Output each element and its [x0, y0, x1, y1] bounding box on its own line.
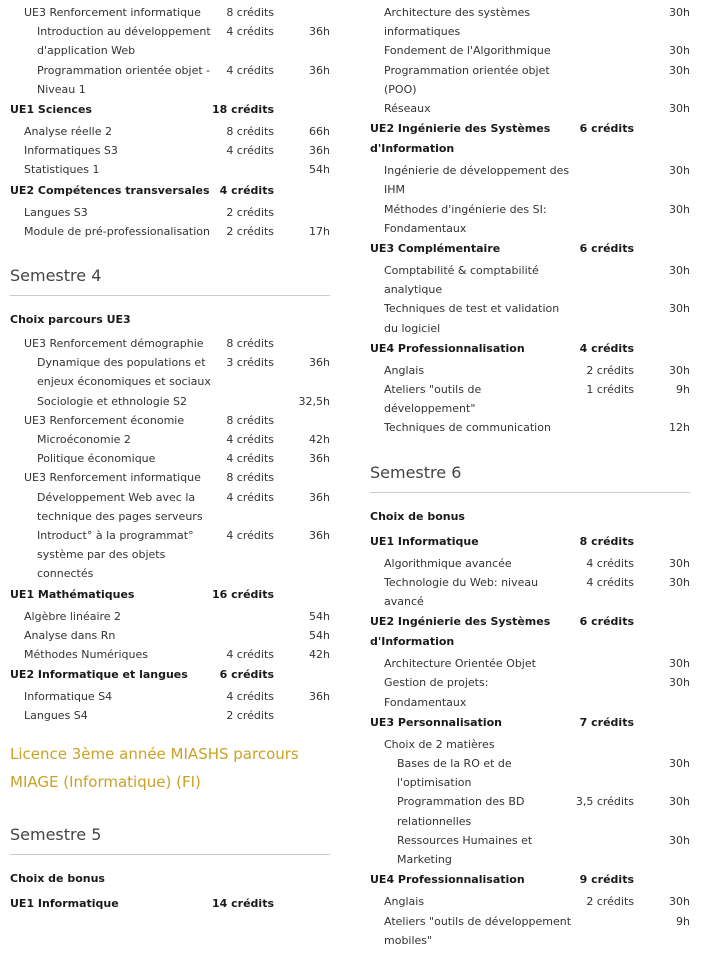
row-hours: 9h	[676, 914, 690, 928]
row-label: Technologie du Web: niveau avancé	[384, 575, 539, 609]
ue-row	[10, 893, 330, 916]
row-label: Langues S4	[24, 709, 88, 723]
course-row	[370, 361, 690, 380]
row-label: Méthodes Numériques	[24, 648, 148, 662]
row-credits: 8 crédits	[226, 413, 274, 427]
row-label: UE2 Compétences transversales	[10, 183, 210, 197]
course-row	[370, 554, 690, 573]
course-row	[370, 99, 690, 118]
course-row	[10, 411, 330, 430]
course-row	[370, 735, 690, 754]
row-label: Comptabilité & comptabilité analytique	[384, 264, 539, 297]
row-label: UE1 Sciences	[10, 103, 92, 117]
course-row	[10, 687, 330, 706]
course-row	[10, 607, 330, 626]
sub-course-row	[370, 754, 690, 792]
sub-course-row	[10, 449, 330, 468]
row-credits: 8 crédits	[579, 534, 634, 548]
ue-row	[10, 584, 330, 607]
row-label: Anglais	[384, 363, 425, 377]
row-credits: 4 crédits	[226, 433, 274, 447]
row-credits: 4 crédits	[586, 575, 634, 589]
row-label: UE2 Informatique et langues	[10, 668, 188, 682]
row-label: UE3 Renforcement informatique	[24, 471, 201, 485]
row-hours: 30h	[669, 6, 690, 19]
course-row	[10, 468, 330, 487]
row-label: Informatique S4	[24, 690, 113, 704]
row-label: Techniques de communication	[384, 421, 551, 435]
row-label: UE3 Renforcement démographie	[24, 337, 204, 351]
row-label: Analyse réelle 2	[24, 125, 112, 139]
row-label: Algèbre linéaire 2	[24, 609, 122, 623]
course-row	[370, 892, 690, 911]
row-hours: 30h	[669, 757, 690, 771]
row-credits: 4 crédits	[226, 529, 274, 543]
ue-row	[370, 338, 690, 361]
row-hours: 54h	[309, 609, 330, 623]
course-row	[10, 334, 330, 353]
row-label: Microéconomie 2	[37, 433, 131, 447]
row-hours: 42h	[309, 648, 330, 662]
row-credits: 6 crédits	[579, 122, 634, 136]
row-hours: 30h	[669, 164, 690, 178]
row-label: Politique économique	[37, 452, 156, 466]
row-hours: 30h	[669, 102, 690, 116]
course-row	[370, 200, 690, 238]
row-label: Choix de 2 matières	[384, 737, 495, 751]
row-hours: 30h	[669, 264, 690, 278]
row-label: UE2 Ingénierie des Systèmes d'Information	[370, 615, 551, 649]
row-hours: 12h	[669, 421, 690, 435]
row-credits: 2 crédits	[226, 709, 274, 723]
course-row	[370, 161, 690, 199]
course-row	[10, 626, 330, 645]
row-credits: 4 crédits	[226, 648, 274, 662]
row-label: UE1 Informatique	[10, 896, 119, 910]
row-label: Fondement de l'Algorithmique	[384, 44, 551, 58]
row-label: Ateliers "outils de développement"	[384, 383, 482, 416]
course-row	[10, 160, 330, 179]
row-label: Langues S3	[24, 205, 88, 219]
course-row	[370, 380, 690, 418]
row-label: UE4 Professionnalisation	[370, 873, 525, 887]
row-label: UE3 Renforcement informatique	[24, 6, 201, 19]
ue-row	[10, 180, 330, 203]
ue-row	[370, 238, 690, 261]
row-label: UE4 Professionnalisation	[370, 341, 525, 355]
row-label: Architecture Orientée Objet	[384, 657, 536, 671]
row-credits: 14 crédits	[212, 896, 274, 910]
row-credits: 4 crédits	[226, 452, 274, 466]
row-hours: 54h	[309, 163, 330, 177]
course-row	[370, 654, 690, 673]
row-credits: 1 crédits	[586, 383, 634, 397]
row-credits: 3 crédits	[226, 356, 274, 370]
row-hours: 42h	[309, 433, 330, 447]
course-row	[10, 203, 330, 222]
course-row	[10, 3, 330, 22]
sub-course-row	[10, 22, 330, 60]
row-label: UE2 Ingénierie des Systèmes d'Information	[370, 122, 551, 156]
row-hours: 30h	[669, 895, 690, 909]
row-label: Sociologie et ethnologie S2	[37, 394, 188, 408]
ue-row	[370, 712, 690, 735]
course-row	[370, 673, 690, 711]
row-hours: 54h	[309, 628, 330, 642]
row-label: Informatiques S3	[24, 144, 118, 158]
ue-row	[10, 99, 330, 122]
row-label: Module de pré-professionalisation	[24, 224, 210, 238]
row-label: Méthodes d'ingénierie des SI: Fondamentaux	[384, 202, 547, 235]
program-title: Licence 3ème année MIASHS parcours MIAGE (Informatique) (FI)	[10, 744, 299, 791]
row-credits: 4 crédits	[586, 556, 634, 570]
row-credits: 7 crédits	[579, 715, 634, 729]
row-hours: 30h	[669, 556, 690, 570]
row-credits: 2 crédits	[586, 895, 634, 909]
row-label: Développement Web avec la technique des pages serveurs	[37, 490, 203, 523]
course-row	[10, 706, 330, 725]
row-credits: 18 crédits	[212, 103, 274, 117]
row-label: Ressources Humaines et Marketing	[397, 833, 533, 867]
course-row	[370, 261, 690, 299]
semester-heading: Semestre 6	[370, 452, 690, 493]
row-hours: 36h	[309, 63, 330, 77]
row-credits: 6 crédits	[219, 668, 274, 682]
row-hours: 30h	[669, 833, 690, 847]
row-label: Bases de la RO et de l'optimisation	[397, 757, 512, 790]
course-row	[10, 222, 330, 241]
course-row	[10, 122, 330, 141]
row-label: Programmation orientée objet - Niveau 1	[37, 63, 211, 96]
sub-course-row	[10, 526, 330, 584]
row-credits: 8 crédits	[226, 337, 274, 351]
row-label: Réseaux	[384, 102, 431, 116]
row-hours: 30h	[669, 44, 690, 58]
row-label: UE3 Personnalisation	[370, 715, 502, 729]
row-hours: 30h	[669, 363, 690, 377]
row-hours: 36h	[309, 25, 330, 39]
sub-course-row	[10, 392, 330, 411]
row-credits: 9 crédits	[579, 873, 634, 887]
row-hours: 36h	[309, 452, 330, 466]
row-label: Programmation des BD relationnelles	[397, 795, 525, 828]
row-credits: 4 crédits	[226, 63, 274, 77]
row-hours: 32,5h	[298, 394, 330, 408]
row-label: Introduct° à la programmat° système par des objets connectés	[37, 529, 194, 581]
course-row	[370, 299, 690, 337]
sub-course-row	[10, 353, 330, 391]
row-label: Ingénierie de développement des IHM	[384, 164, 570, 197]
row-label: Statistiques 1	[24, 163, 100, 177]
ue-row	[370, 531, 690, 554]
row-credits: 8 crédits	[226, 471, 274, 485]
course-row	[10, 141, 330, 160]
sub-course-row	[370, 792, 690, 830]
course-row	[370, 912, 690, 950]
row-hours: 36h	[309, 144, 330, 158]
row-hours: 9h	[676, 383, 690, 397]
row-hours: 17h	[309, 224, 330, 238]
row-label: Gestion de projets: Fondamentaux	[384, 676, 489, 709]
row-hours: 36h	[309, 490, 330, 504]
sub-course-row	[370, 831, 690, 869]
course-row	[370, 41, 690, 60]
row-hours: 30h	[669, 575, 690, 589]
row-hours: 30h	[669, 302, 690, 316]
row-hours: 30h	[669, 676, 690, 690]
row-hours: 30h	[669, 657, 690, 671]
row-hours: 36h	[309, 356, 330, 370]
course-row	[370, 573, 690, 611]
row-label: Algorithmique avancée	[384, 556, 512, 570]
row-label: Ateliers "outils de développement mobiles"	[384, 914, 572, 947]
ue-row	[370, 118, 690, 161]
sub-course-row	[10, 488, 330, 526]
row-label: Techniques de test et validation du logiciel	[384, 302, 560, 335]
row-credits: 4 crédits	[579, 341, 634, 355]
row-credits: 4 crédits	[226, 490, 274, 504]
row-credits: 6 crédits	[579, 242, 634, 256]
left-column	[10, 3, 330, 916]
choice-heading: Choix de bonus	[370, 509, 465, 523]
course-row	[370, 3, 690, 41]
row-credits: 3,5 crédits	[575, 795, 634, 809]
row-credits: 8 crédits	[226, 6, 274, 19]
row-hours: 30h	[669, 202, 690, 216]
ue-row	[370, 869, 690, 892]
row-label: Dynamique des populations et enjeux économiques et sociaux	[37, 356, 211, 389]
row-label: UE1 Informatique	[370, 534, 479, 548]
row-label: Introduction au développement d'application Web	[37, 25, 211, 58]
right-column	[370, 3, 690, 950]
row-hours: 36h	[309, 529, 330, 543]
ue-row	[10, 664, 330, 687]
choice-heading: Choix de bonus	[10, 871, 105, 885]
row-label: Programmation orientée objet (POO)	[384, 63, 550, 96]
row-credits: 4 crédits	[219, 183, 274, 197]
row-hours: 30h	[669, 63, 690, 77]
semester-heading: Semestre 5	[10, 814, 330, 855]
row-label: UE1 Mathématiques	[10, 587, 135, 601]
row-hours: 36h	[309, 690, 330, 704]
row-credits: 2 crédits	[586, 363, 634, 377]
row-credits: 4 crédits	[226, 144, 274, 158]
sub-course-row	[10, 430, 330, 449]
semester-heading: Semestre 4	[10, 255, 330, 296]
row-credits: 4 crédits	[226, 25, 274, 39]
row-hours: 30h	[669, 795, 690, 809]
ue-row	[370, 611, 690, 654]
sub-course-row	[10, 61, 330, 99]
course-row	[370, 61, 690, 99]
row-label: UE3 Renforcement économie	[24, 413, 185, 427]
row-credits: 2 crédits	[226, 205, 274, 219]
row-credits: 16 crédits	[212, 587, 274, 601]
row-label: Anglais	[384, 895, 425, 909]
row-credits: 8 crédits	[226, 125, 274, 139]
course-row	[370, 418, 690, 437]
row-credits: 4 crédits	[226, 690, 274, 704]
row-credits: 6 crédits	[579, 615, 634, 629]
row-label: Analyse dans Rn	[24, 628, 116, 642]
row-label: UE3 Complémentaire	[370, 242, 501, 256]
row-label: Architecture des systèmes informatiques	[384, 6, 531, 39]
row-hours: 66h	[309, 125, 330, 139]
course-row	[10, 645, 330, 664]
choice-heading: Choix parcours UE3	[10, 313, 131, 327]
row-credits: 2 crédits	[226, 224, 274, 238]
